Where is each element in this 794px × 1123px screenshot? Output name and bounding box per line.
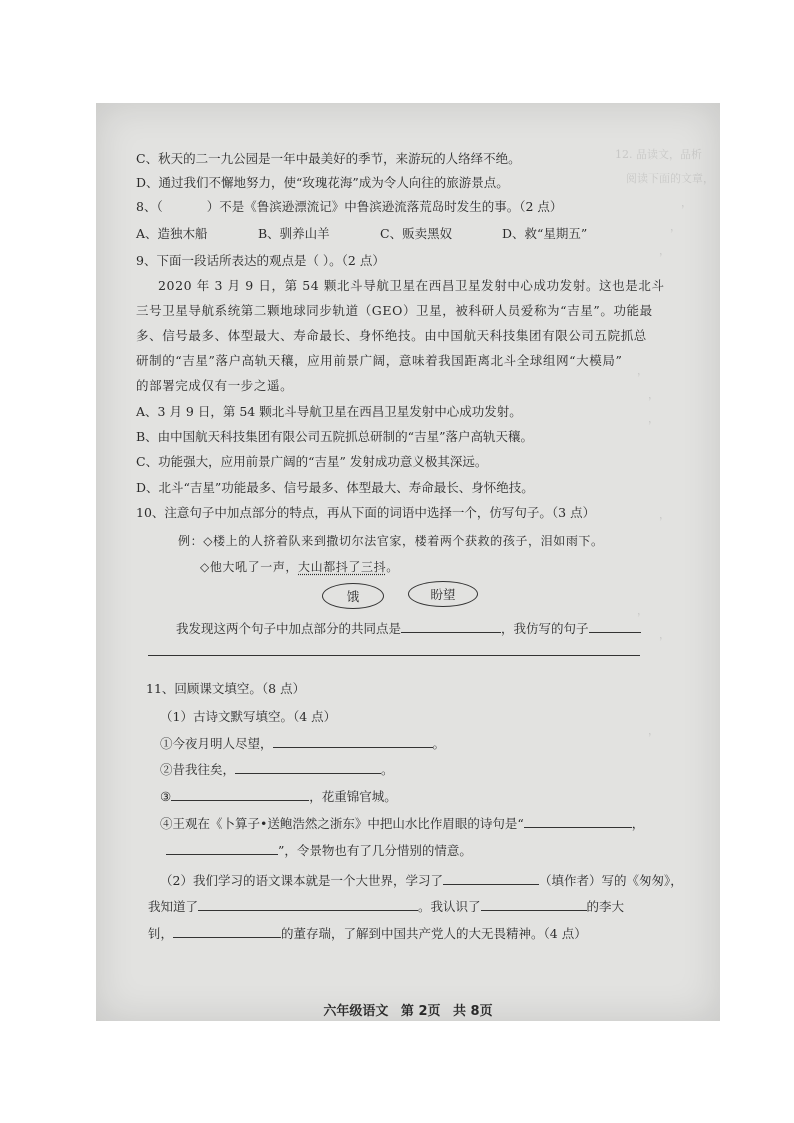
footer-page-number: 第 2页 (400, 1004, 441, 1019)
answer-blank[interactable] (235, 761, 381, 774)
question-9: 9、下面一段话所表达的观点是（ ）。（2 点） (136, 253, 385, 268)
question-11-part-2: （2）我们学习的语文课本就是一个大世界，学习了 （填作者）写的《匆匆》， (160, 873, 683, 888)
page-footer (96, 1000, 720, 1019)
answer-blank[interactable] (173, 925, 281, 938)
answer-blank[interactable] (148, 655, 640, 656)
answer-blank[interactable] (589, 620, 641, 633)
answer-blank[interactable] (171, 788, 309, 801)
q8-option-c[interactable]: C、贩卖黑奴 (380, 226, 453, 241)
question-11-part-1: （1）古诗文默写填空。（4 点） (160, 709, 337, 724)
poem-line-4-continued: ”，令景物也有了几分惜别的情意。 (166, 842, 472, 859)
poem-line-2: ②昔我往矣， 。 (160, 762, 394, 777)
word-choice-2[interactable]: 盼望 (408, 581, 478, 607)
poem-line-4: ④王观在《卜算子•送鲍浩然之浙东》中把山水比作眉眼的诗句是“ ， (160, 816, 645, 831)
passage-line: 三号卫星导航系统第二颗地球同步轨道（GEO）卫星，被科研人员爱称为“吉星”。功能最 (136, 303, 653, 318)
q8-option-b[interactable]: B、驯养山羊 (258, 226, 330, 241)
q9-option-b[interactable]: B、由中国航天科技集团有限公司五院抓总研制的“吉星”落户高轨天穰。 (136, 429, 533, 444)
answer-blank[interactable] (166, 842, 278, 855)
question-8-options (136, 226, 624, 242)
answer-blank[interactable] (273, 735, 433, 748)
q8-option-d[interactable]: D、救“星期五” (502, 226, 588, 241)
question-11: 11、回顾课文填空。（8 点） (146, 681, 306, 696)
q9-option-a[interactable]: A、3 月 9 日，第 54 颗北斗导航卫星在西昌卫星发射中心成功发射。 (136, 404, 522, 419)
q9-option-c[interactable]: C、功能强大，应用前景广阔的“吉星” 发射成功意义极其深远。 (136, 454, 488, 469)
footer-page-total: 共 8页 (453, 1004, 493, 1019)
passage-line: 研制的“吉星”落户高轨天穰，应用前景广阔，意味着我国距离北斗全球组网“大模局” (136, 353, 623, 368)
footer-subject: 六年级语文 (323, 1004, 389, 1019)
bleed-through-text: 12. 品读文，品析 阅读下面的文章， ， ， ， ， ， ， ， ， ， ， (615, 148, 714, 737)
passage-line: 2020 年 3 月 9 日，第 54 颗北斗导航卫星在西昌卫星发射中心成功发射。这也是北斗 (158, 278, 665, 293)
question-11-part-2-line-3: 钊， 的董存瑞，了解到中国共产党人的大无畏精神。（4 点） (148, 926, 587, 941)
answer-blank[interactable] (198, 898, 418, 911)
answer-blank[interactable] (481, 898, 587, 911)
answer-blank[interactable] (524, 815, 632, 828)
word-choice-1[interactable]: 饿 (322, 583, 384, 609)
q10-answer-line: 我发现这两个句子中加点部分的共同点是 ，我仿写的句子 (176, 620, 641, 637)
answer-blank[interactable] (443, 872, 539, 885)
exam-page (96, 103, 720, 1021)
example-sentence-1: 例：◇楼上的人挤着队来到撒切尔法官家，楼着两个获救的孩子，泪如雨下。 (178, 534, 604, 548)
question-10: 10、注意句子中加点部分的特点，再从下面的词语中选择一个，仿写句子。（3 点） (136, 505, 596, 520)
answer-blank[interactable] (401, 620, 501, 633)
poem-line-1: ①今夜月明人尽望， 。 (160, 736, 446, 751)
passage-line: 的部署完成仅有一步之遥。 (136, 378, 294, 393)
q9-option-d[interactable]: D、北斗“吉星”功能最多、信号最多、体型最大、寿命最长、身怀绝技。 (136, 480, 534, 495)
q8-option-a[interactable]: A、造独木船 (136, 226, 208, 241)
question-8: 8、（ ）不是《鲁滨逊漂流记》中鲁滨逊流落荒岛时发生的事。（2 点） (136, 199, 563, 214)
example-sentence-2: ◇他大吼了一声，大山都抖了三抖。 (200, 560, 399, 574)
poem-line-3: ③ ，花重锦官城。 (160, 789, 397, 804)
option-c: C、秋天的二一九公园是一年中最美好的季节，来游玩的人络绎不绝。 (136, 151, 521, 166)
option-d: D、通过我们不懈地努力，使“玫瑰花海”成为令人向往的旅游景点。 (136, 175, 509, 190)
question-11-part-2-line-2: 我知道了 。我认识了 的李大 (148, 899, 625, 914)
dotted-phrase: 大山都抖了三抖 (298, 560, 387, 574)
passage-line: 多、信号最多、体型最大、寿命最长、身怀绝技。由中国航天科技集团有限公司五院抓总 (136, 328, 647, 343)
